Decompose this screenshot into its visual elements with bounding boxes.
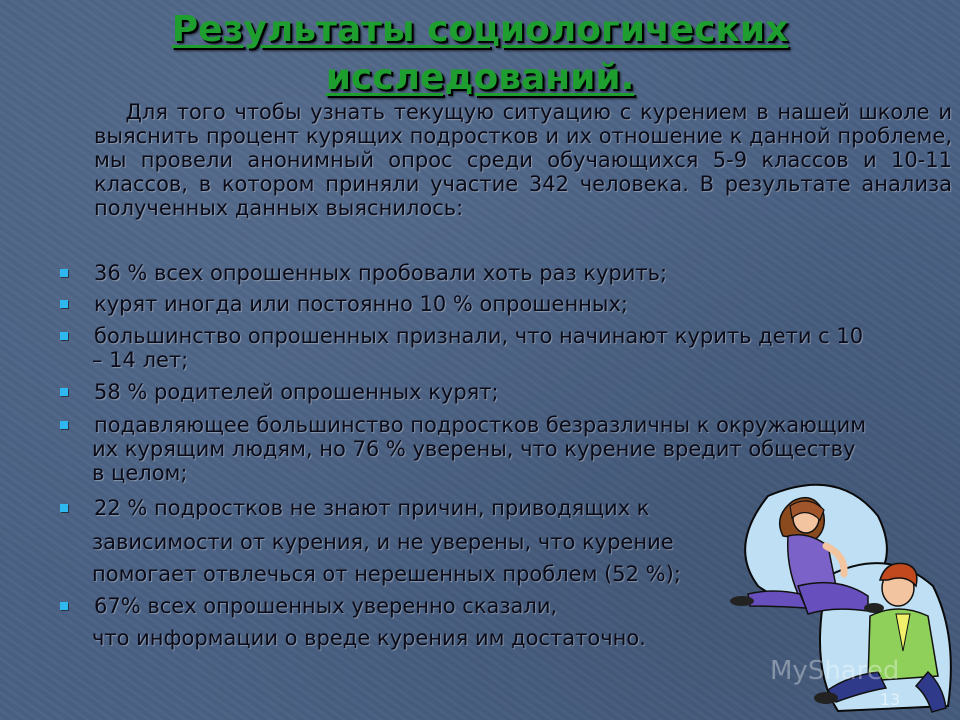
intro-paragraph: Для того чтобы узнать текущую ситуацию с курением в нашей школе и выяснить процент курящих подростков и их отношение к данной проблеме, мы провели анонимный опрос среди обучающихся 5-9 классов и 10-11 классов, в котором приняли участие 342 человека. В результате анализа полученных данных выяснилось: [94,100,952,220]
title-line-2: исследований. [325,57,635,98]
bullet-continuation: зависимости от курения, и не уверены, что курение [92,530,674,554]
bullet-square-icon [60,504,68,512]
bullet-square-icon [60,602,68,610]
bullet-continuation: что информации о вреде курения им достаточно. [92,626,646,650]
bullet-text: курят иногда или постоянно 10 % опрошенных; [94,292,628,316]
bullet-text: 22 % подростков не знают причин, приводящих к [94,496,650,520]
bullet-text: 67% всех опрошенных уверенно сказали, [94,594,558,618]
bullet-continuation: – 14 лет; [92,348,189,372]
bullet-square-icon [60,269,68,277]
slide-title [140,6,820,102]
bullet-text: 58 % родителей опрошенных курят; [94,380,499,404]
bullet-text: подавляющее большинство подростков безразличны к окружающим [94,413,867,437]
bullet-square-icon [60,300,68,308]
title-line-1: Результаты социологических [171,9,789,50]
bullet-square-icon [60,421,68,429]
page-number: 13 [880,690,901,709]
bullet-square-icon [60,332,68,340]
bullet-text: 36 % всех опрошенных пробовали хоть раз курить; [94,261,668,285]
bullet-text: большинство опрошенных признали, что начинают курить дети с 10 [94,324,864,348]
bullet-continuation: их курящим людям, но 76 % уверены, что курение вредит обществу [92,437,856,461]
bullet-square-icon [60,388,68,396]
bullet-continuation: помогает отвлечься от нерешенных проблем (52 %); [92,562,681,586]
watermark-logo: MyShared [770,656,900,686]
bullet-continuation: в целом; [92,461,188,485]
